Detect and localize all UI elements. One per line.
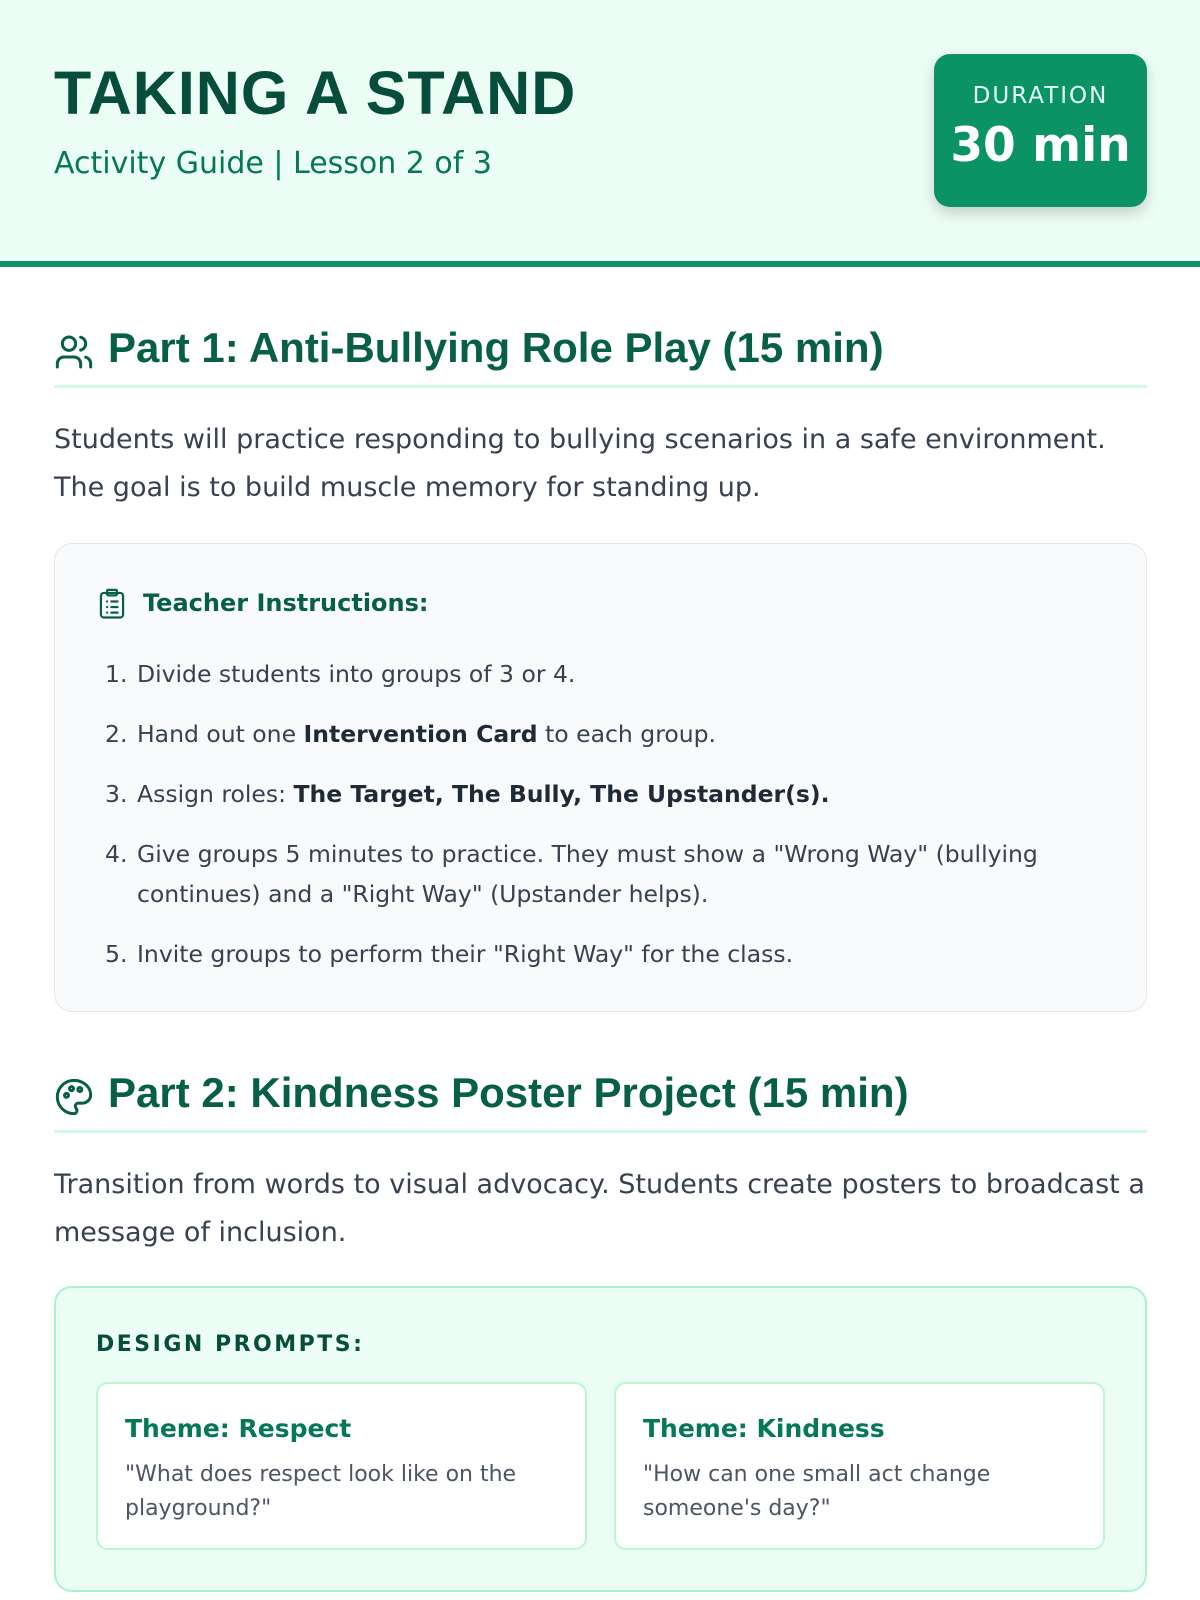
step-text: Divide students into groups of 3 or 4. <box>137 660 576 688</box>
step-text: Assign roles: <box>137 780 294 808</box>
part2-heading: Part 2: Kindness Poster Project (15 min) <box>108 1069 909 1116</box>
step-bold-text: The Target, The Bully, The Upstander(s). <box>293 780 830 808</box>
step-number: 5. <box>105 940 128 968</box>
step-text: Give groups 5 minutes to practice. They must show a "Wrong Way" (bullying continues) and a "Right Way" (Upstander helps). <box>137 840 1038 908</box>
teacher-instructions-card <box>54 543 1147 1012</box>
theme-quote: "What does respect look like on the playground?" <box>125 1462 517 1521</box>
step-number: 2. <box>105 720 128 748</box>
part1-heading: Part 1: Anti-Bullying Role Play (15 min) <box>108 324 884 371</box>
users-icon <box>54 332 94 372</box>
step-number: 1. <box>105 660 128 688</box>
page-header <box>0 0 1200 267</box>
duration-badge <box>934 54 1147 207</box>
step-number: 3. <box>105 780 128 808</box>
theme-name: Theme: Kindness <box>643 1414 885 1443</box>
list-item <box>105 834 1105 914</box>
theme-quote: "How can one small act change someone's day?" <box>643 1462 991 1521</box>
step-text: to each group. <box>537 720 717 748</box>
part2-intro-line: message of inclusion. <box>54 1217 347 1248</box>
part1-intro-line: Students will practice responding to bullying scenarios in a safe environment. <box>54 424 1106 455</box>
theme-card-kindness <box>614 1382 1105 1550</box>
clipboard-list-icon <box>97 588 127 620</box>
list-item <box>105 934 1105 974</box>
design-prompts-card <box>54 1286 1147 1592</box>
part1-intro <box>54 416 1147 512</box>
list-item <box>105 654 1105 694</box>
instruction-steps <box>105 654 1105 994</box>
step-bold-text: Intervention Card <box>303 720 538 748</box>
part1-heading-row <box>54 322 1147 388</box>
list-item <box>105 714 1105 754</box>
step-number: 4. <box>105 840 128 868</box>
theme-card-respect <box>96 1382 587 1550</box>
part1-intro-line: The goal is to build muscle memory for standing up. <box>54 472 761 503</box>
palette-icon <box>54 1077 94 1117</box>
list-item <box>105 774 1105 814</box>
step-text: Hand out one <box>137 720 304 748</box>
design-prompts-label: DESIGN PROMPTS: <box>96 1332 365 1357</box>
teacher-instructions-title: Teacher Instructions: <box>143 589 429 617</box>
duration-label: DURATION <box>972 83 1109 109</box>
step-text: Invite groups to perform their "Right Way" for the class. <box>137 940 794 968</box>
theme-name: Theme: Respect <box>125 1414 352 1443</box>
page-title: TAKING A STAND <box>54 59 577 127</box>
page-subtitle: Activity Guide | Lesson 2 of 3 <box>54 146 492 181</box>
duration-value: 30 min <box>950 118 1131 173</box>
part2-heading-row <box>54 1067 1147 1133</box>
part2-intro-line: Transition from words to visual advocacy. Students create posters to broadcast a <box>54 1169 1145 1200</box>
part2-intro <box>54 1161 1147 1257</box>
